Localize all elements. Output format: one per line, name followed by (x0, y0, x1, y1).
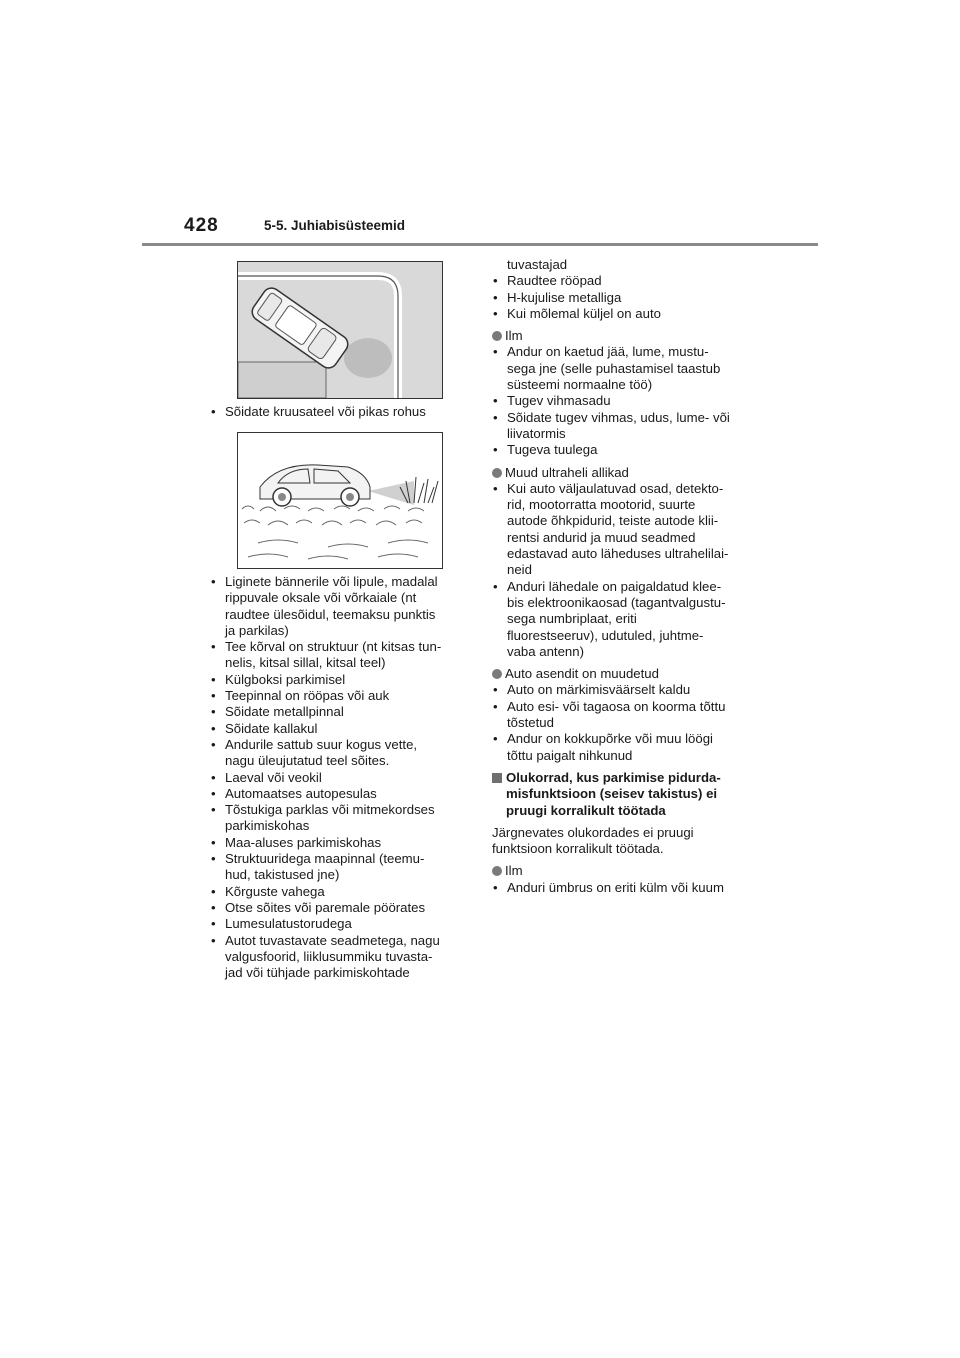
list-item: • Sõidate kallakul (210, 721, 472, 737)
list-item: • Anduri ümbrus on eriti külm või kuum (492, 880, 760, 896)
section-title: 5-5. Juhiabisüsteemid (264, 218, 406, 233)
continued-text: tuvastajad (507, 257, 568, 272)
list-item: • Automaatses autopesulas (210, 786, 472, 802)
list-item: • Tee kõrval on struktuur (nt kitsas tun- nelis, kitsal sillal, kitsal teel) (210, 639, 472, 672)
car-turning-illustration (238, 262, 442, 398)
header-divider (142, 243, 818, 246)
group-heading-weather: Ilm (492, 328, 760, 344)
list-item: • Auto on märkimisväärselt kaldu (492, 682, 760, 698)
list-item: • Tõstukiga parklas või mitmekordses parkimiskohas (210, 802, 472, 835)
list-item: • Andurile sattub suur kogus vette, nagu üleujutatud teel sõites. (210, 737, 472, 770)
list-item: • Auto esi- või tagaosa on koorma tõttu tõstetud (492, 699, 760, 732)
group-heading-weather-2: Ilm (492, 863, 760, 879)
list-item: • Teepinnal on rööpas või auk (210, 688, 472, 704)
list-item: • Kui mõlemal küljel on auto (492, 306, 760, 322)
square-bullet-icon (492, 773, 502, 783)
figure-car-curb (237, 261, 443, 399)
circle-bullet-icon (492, 468, 502, 478)
list-item: • Raudtee rööpad (492, 273, 760, 289)
list-item: • Sõidate metallpinnal (210, 704, 472, 720)
section-heading: Olukorrad, kus parkimise pidurda- misfunktsioon (seisev takistus) ei pruugi korralikult töötada (492, 770, 760, 819)
group-heading-ultrasonic: Muud ultraheli allikad (492, 465, 760, 481)
section-paragraph: Järgnevates olukordades ei pruugi funktsioon korralikult töötada. (492, 824, 694, 857)
list-item: • Andur on kokkupõrke või muu löögi tõttu paigalt nihkunud (492, 731, 760, 764)
list-item: • Laeval või veokil (210, 770, 472, 786)
list-item: • Kui auto väljaulatuvad osad, detekto- rid, mootorratta mootorid, suurte autode õhkpidurid, teiste autode klii- rentsi andurid ja muud seadmed edastavad auto läheduses ultrahelilai- neid (492, 481, 760, 579)
right-column (492, 257, 760, 896)
group-heading-position: Auto asendit on muudetud (492, 666, 760, 682)
list-item: • Struktuuridega maapinnal (teemu- hud, takistused jne) (210, 851, 472, 884)
list-item: • Andur on kaetud jää, lume, mustu- sega jne (selle puhastamisel taastub süsteemi normaalne töö) (492, 344, 760, 393)
list-item: • Maa-aluses parkimiskohas (210, 835, 472, 851)
car-grass-illustration (238, 433, 442, 568)
list-item: • Lumesulatustorudega (210, 916, 472, 932)
list-item: • Anduri lähedale on paigaldatud klee- bis elektroonikaosad (tagantvalgustu- sega numbriplaat, eriti fluorestseeruv), udutuled, juhtme- vaba antenn) (492, 579, 760, 660)
list-item: • Kõrguste vahega (210, 884, 472, 900)
list-item: • H-kujulise metalliga (492, 290, 760, 306)
list-item: • Autot tuvastavate seadmetega, nagu valgusfoorid, liiklusummiku tuvasta- jad või tühjade parkimiskohtade (210, 933, 472, 982)
circle-bullet-icon (492, 669, 502, 679)
list-item: • Liginete bännerile või lipule, madalal rippuvale oksale või võrkaiale (nt raudtee ülesõidul, teemaksu punktis ja parkilas) (210, 574, 472, 639)
list-item: • Otse sõites või paremale pöörates (210, 900, 472, 916)
list-item: • Tugev vihmasadu (492, 393, 760, 409)
page-number: 428 (184, 215, 219, 236)
circle-bullet-icon (492, 331, 502, 341)
figure-car-grass (237, 432, 443, 569)
left-column (210, 574, 472, 981)
list-item: • Tugeva tuulega (492, 442, 760, 458)
circle-bullet-icon (492, 866, 502, 876)
list-item: • Külgboksi parkimisel (210, 672, 472, 688)
figure1-caption: • Sõidate kruusateel või pikas rohus (210, 404, 472, 420)
list-item: • Sõidate tugev vihmas, udus, lume- või liivatormis (492, 410, 760, 443)
